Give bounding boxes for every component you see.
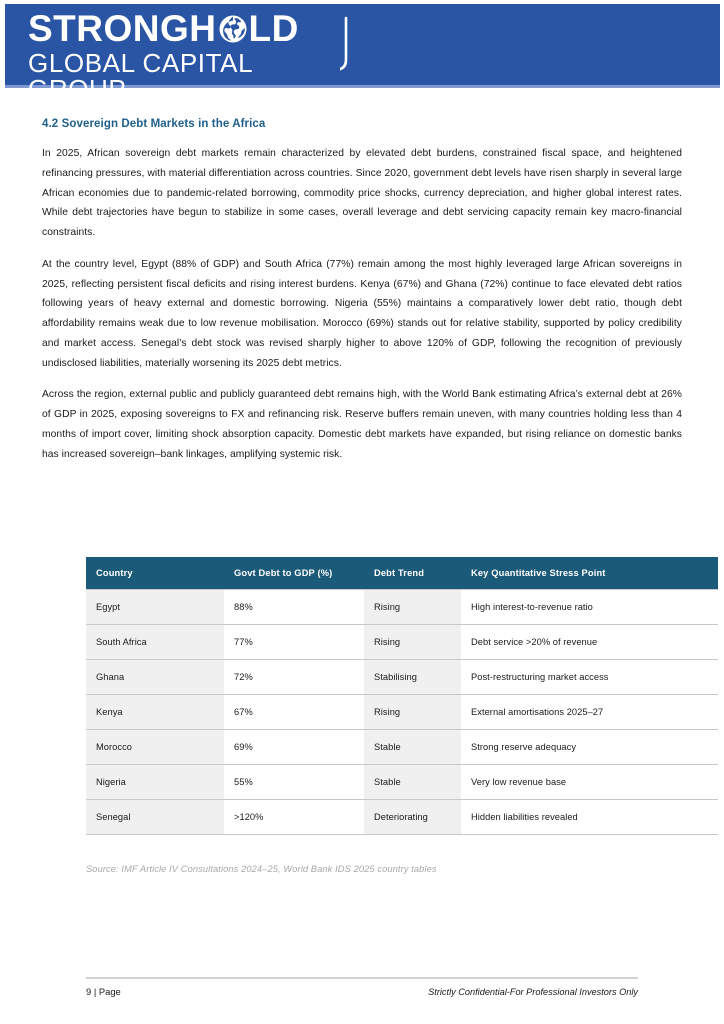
table-row xyxy=(86,695,718,730)
cell-country: South Africa xyxy=(86,625,224,660)
page-footer xyxy=(86,986,638,997)
cell-country: Senegal xyxy=(86,800,224,835)
cell-debt-to-gdp: 88% xyxy=(224,590,364,625)
cell-country: Morocco xyxy=(86,730,224,765)
table-row xyxy=(86,765,718,800)
cell-debt-trend: Stable xyxy=(364,730,461,765)
footer-confidentiality-notice: Strictly Confidential-For Professional Investors Only xyxy=(428,987,638,997)
footer-page-number: 9 | Page xyxy=(86,986,121,997)
cell-country: Kenya xyxy=(86,695,224,730)
cell-debt-trend: Rising xyxy=(364,695,461,730)
table-row xyxy=(86,660,718,695)
table-body xyxy=(86,590,718,835)
column-header-debt-trend: Debt Trend xyxy=(364,557,461,590)
page-title: 4.2 Sovereign Debt Markets in the Africa xyxy=(42,118,266,130)
document-content xyxy=(42,118,682,476)
logo-tagline: GLOBAL CAPITAL GROUP xyxy=(28,48,253,104)
cell-stress-point: Post-restructuring market access xyxy=(461,660,718,695)
logo-wordmark-part1: STRONGH xyxy=(28,7,217,49)
table-row xyxy=(86,590,718,625)
table-row xyxy=(86,800,718,835)
cell-country: Ghana xyxy=(86,660,224,695)
table-source-note: Source: IMF Article IV Consultations 2024–25, World Bank IDS 2025 country tables xyxy=(86,864,437,874)
cell-country: Nigeria xyxy=(86,765,224,800)
cell-stress-point: High interest-to-revenue ratio xyxy=(461,590,718,625)
table-header xyxy=(86,557,718,590)
cell-debt-to-gdp: 55% xyxy=(224,765,364,800)
table-header-row xyxy=(86,557,718,590)
cell-stress-point: Very low revenue base xyxy=(461,765,718,800)
cell-stress-point: External amortisations 2025–27 xyxy=(461,695,718,730)
paragraph-2: At the country level, Egypt (88% of GDP) and South Africa (77%) remain among the most highly leveraged large African sovereigns in 2025, reflecting persistent fiscal deficits and rising interest burdens. Kenya (67%) and Ghana (72%) continue to face elevated debt ratios following years of heavy external and domestic borrowing. Nigeria (55%) maintains a comparatively lower debt ratio, though debt affordability remains weak due to low revenue mobilisation. Morocco (69%) stands out for relative stability, supported by policy credibility and market access. Senegal’s debt stock was revised sharply higher to above 120% of GDP, following the recognition of previously undisclosed liabilities, materially worsening its 2025 debt metrics. xyxy=(42,258,682,369)
cell-debt-trend: Rising xyxy=(364,625,461,660)
footer-divider-rule xyxy=(86,977,638,979)
cell-stress-point: Strong reserve adequacy xyxy=(461,730,718,765)
cell-stress-point: Debt service >20% of revenue xyxy=(461,625,718,660)
cell-debt-to-gdp: >120% xyxy=(224,800,364,835)
cell-debt-trend: Deteriorating xyxy=(364,800,461,835)
cell-debt-trend: Stable xyxy=(364,765,461,800)
logo-bracket-icon xyxy=(340,16,376,78)
column-header-debt-to-gdp: Govt Debt to GDP (%) xyxy=(224,557,364,590)
sovereign-debt-table xyxy=(86,557,718,835)
globe-icon xyxy=(218,13,248,43)
cell-debt-to-gdp: 72% xyxy=(224,660,364,695)
cell-stress-point: Hidden liabilities revealed xyxy=(461,800,718,835)
logo-wordmark xyxy=(28,7,358,49)
table-row xyxy=(86,625,718,660)
cell-debt-to-gdp: 77% xyxy=(224,625,364,660)
company-logo xyxy=(28,7,358,104)
column-header-stress-point: Key Quantitative Stress Point xyxy=(461,557,718,590)
table-row xyxy=(86,730,718,765)
paragraph-1: In 2025, African sovereign debt markets remain characterized by elevated debt burdens, constrained fiscal space, and heightened refinancing pressures, with material differentiation across countries. Since 2020, government debt levels have risen sharply in several large African economies due to pandemic-related borrowing, commodity price shocks, currency depreciation, and higher global interest rates. While debt trajectories have begun to stabilize in some cases, overall leverage and debt servicing capacity remain key macro-financial constraints. xyxy=(42,148,682,239)
logo-wordmark-part2: LD xyxy=(248,7,299,49)
cell-debt-to-gdp: 69% xyxy=(224,730,364,765)
paragraph-3: Across the region, external public and publicly guaranteed debt remains high, with the World Bank estimating Africa’s external debt at 26% of GDP in 2025, exposing sovereigns to FX and refinancing risk. Reserve buffers remain uneven, with many countries holding less than 4 months of import cover, limiting shock absorption capacity. Domestic debt markets have expanded, but rising reliance on domestic banks has increased sovereign–bank linkages, amplifying systemic risk. xyxy=(42,389,682,460)
sovereign-debt-table-wrapper xyxy=(86,557,638,835)
cell-country: Egypt xyxy=(86,590,224,625)
cell-debt-to-gdp: 67% xyxy=(224,695,364,730)
cell-debt-trend: Stabilising xyxy=(364,660,461,695)
column-header-country: Country xyxy=(86,557,224,590)
cell-debt-trend: Rising xyxy=(364,590,461,625)
